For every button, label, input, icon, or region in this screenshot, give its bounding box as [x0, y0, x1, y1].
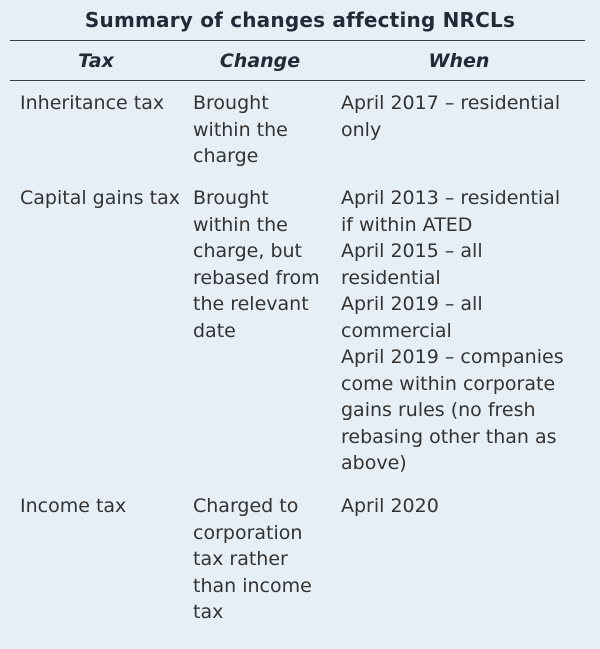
row-capital-gains-tax-when: April 2013 – residential if within ATED April 2015 – all residential April 2019 – all commercial April 2019 – companies come within corporate gains rules (no fresh rebasing other than as above): [341, 187, 564, 474]
row-inheritance-tax-change: Brought within the charge: [193, 92, 288, 167]
row-capital-gains-tax-name: Capital gains tax: [20, 187, 180, 209]
row-income-tax-name: Income tax: [20, 495, 127, 517]
row-capital-gains-tax-change: Brought within the charge, but rebased from the relevant date: [193, 187, 320, 342]
column-header-tax: Tax: [78, 50, 114, 72]
row-income-tax-when: April 2020: [341, 495, 439, 517]
table-title: Summary of changes affecting NRCLs: [84, 8, 516, 32]
header-rule: [10, 80, 585, 81]
row-inheritance-tax-when: April 2017 – residential only: [341, 92, 561, 141]
column-header-change: Change: [219, 50, 301, 72]
row-inheritance-tax-name: Inheritance tax: [20, 92, 165, 114]
row-income-tax-change: Charged to corporation tax rather than income tax: [193, 495, 312, 623]
column-header-when: When: [428, 50, 490, 72]
top-rule: [10, 40, 585, 41]
